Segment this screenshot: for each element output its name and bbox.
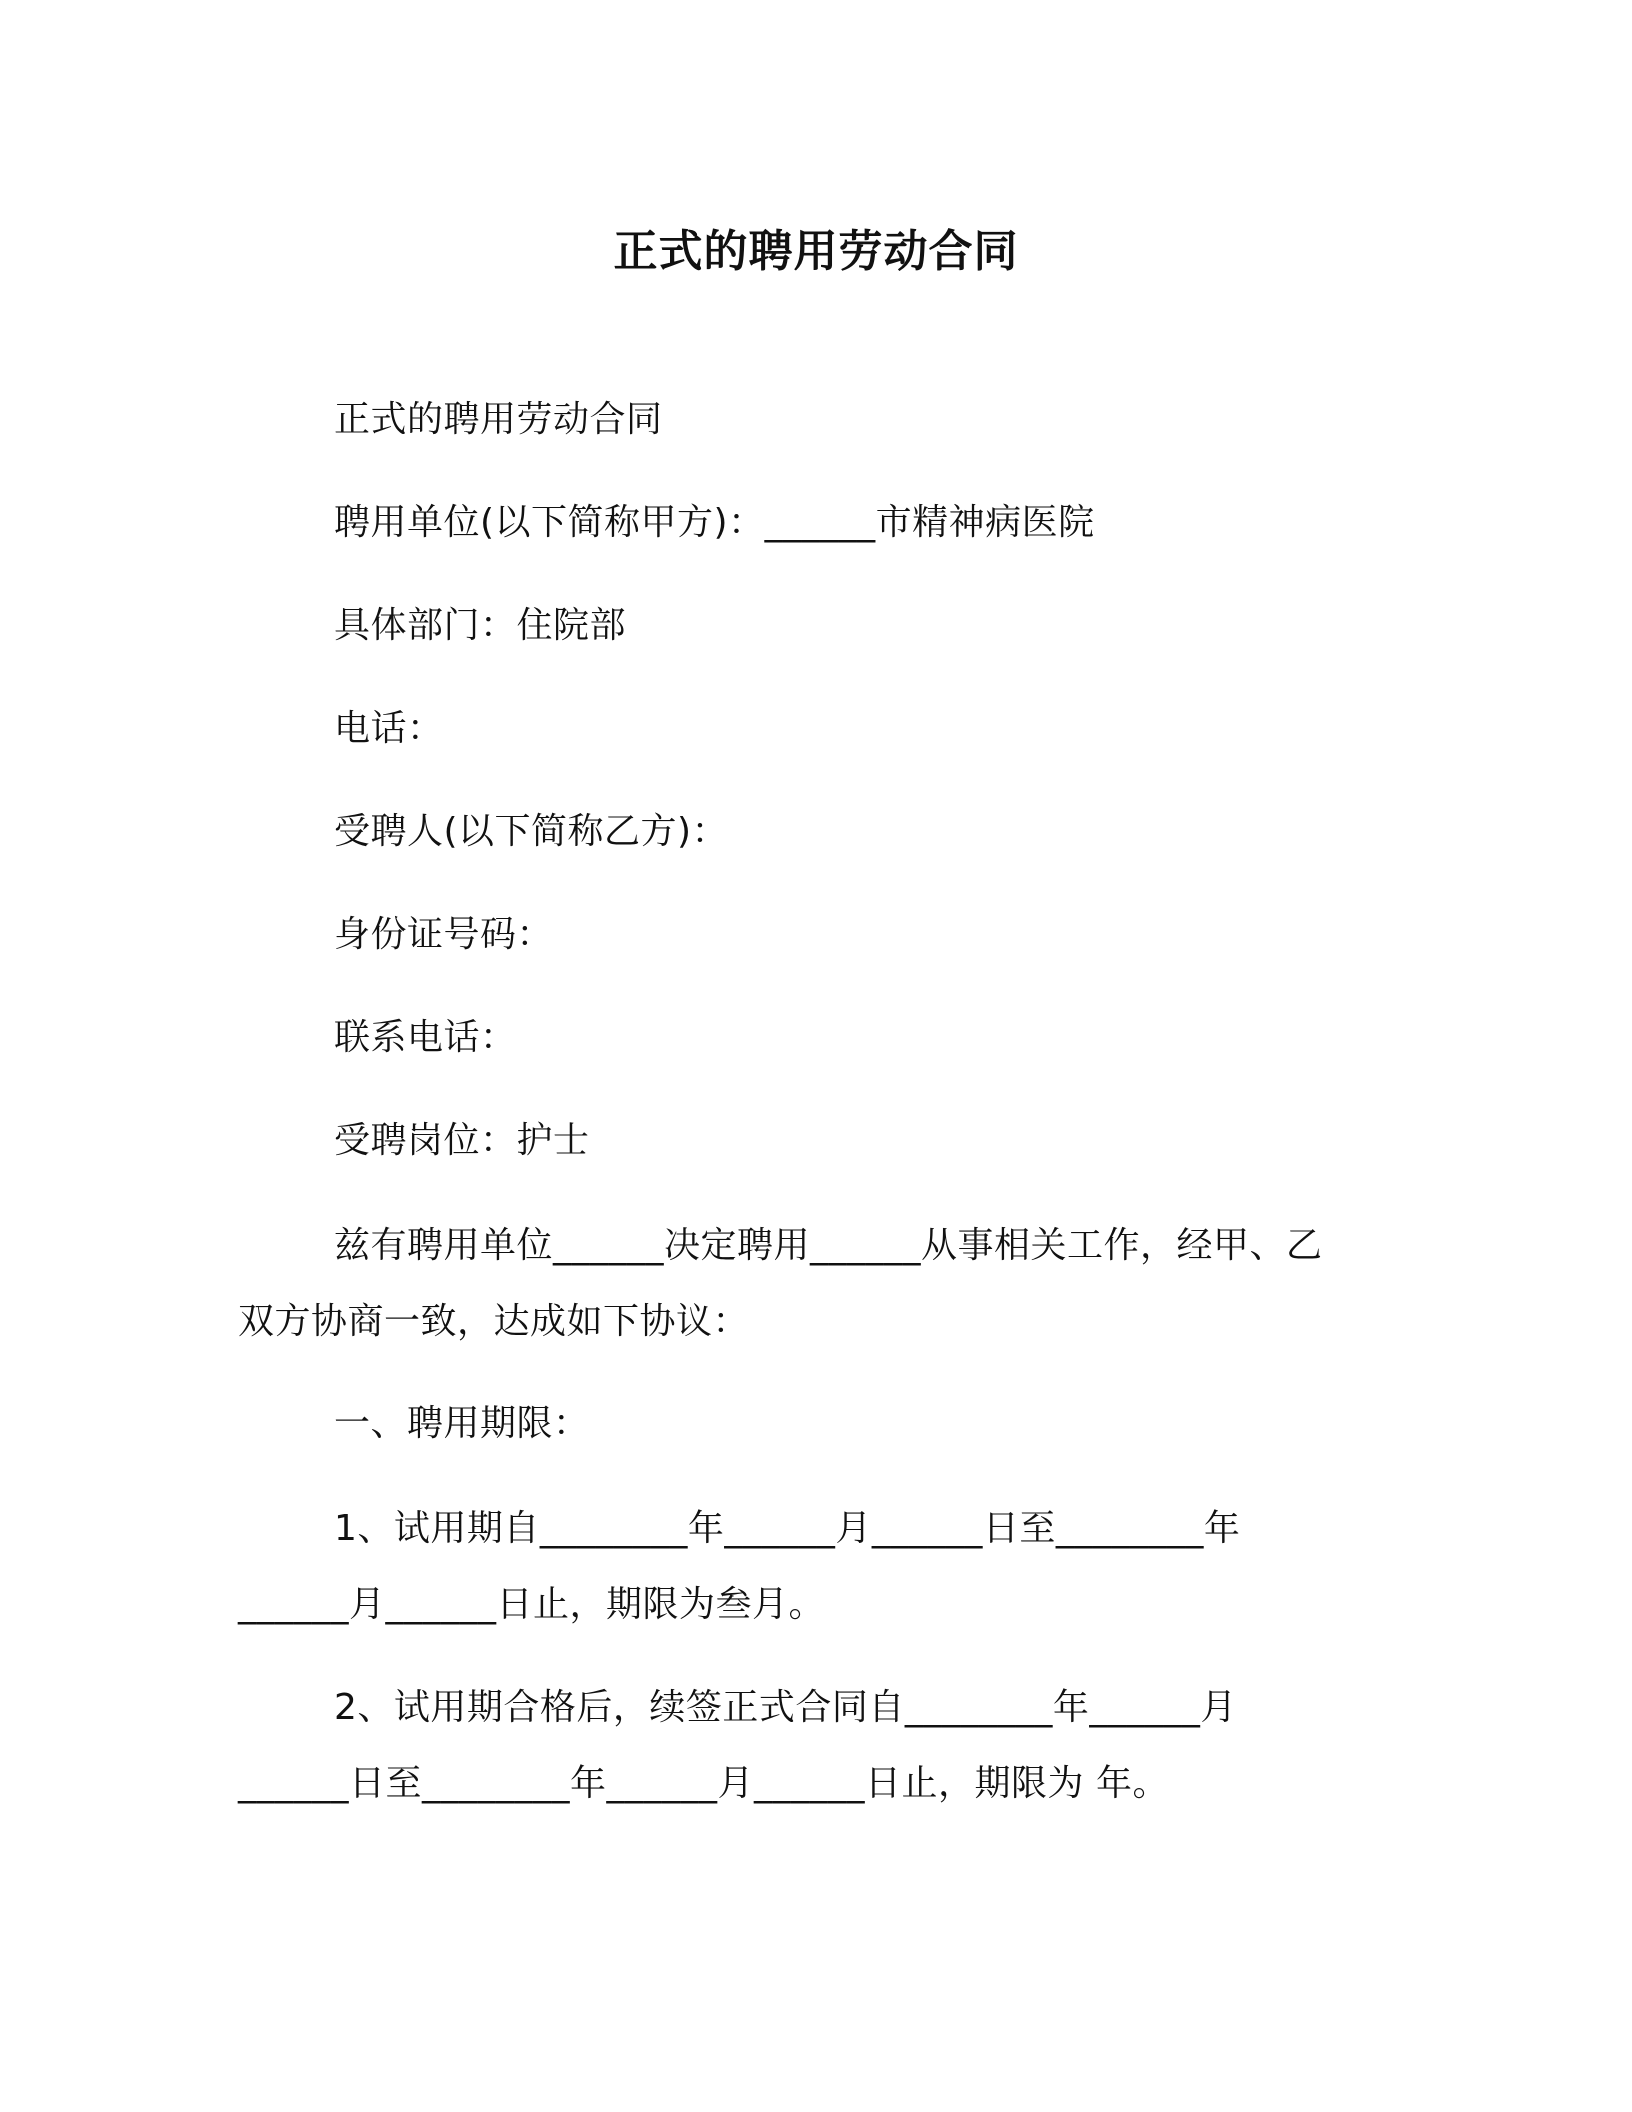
employee-line: 受聘人(以下简称乙方)： <box>334 811 729 852</box>
document-title: 正式的聘用劳动合同 <box>613 226 1019 277</box>
probation-clause-line: 1、试用期自________年______月______日至________年 <box>334 1508 1241 1549</box>
employer-line: 聘用单位(以下简称甲方)：______市精神病医院 <box>334 502 1095 543</box>
contact-phone-line: 联系电话： <box>334 1017 517 1058</box>
agreement-intro-line: 兹有聘用单位______决定聘用______从事相关工作，经甲、乙 <box>334 1225 1323 1266</box>
position-line: 受聘岗位：护士 <box>334 1120 590 1161</box>
formal-contract-clause-line-cont: ______日至________年______月______日止，期限为 年。 <box>238 1763 1169 1804</box>
subtitle-line: 正式的聘用劳动合同 <box>334 399 663 440</box>
id-number-line: 身份证号码： <box>334 914 554 955</box>
probation-clause-line-cont: ______月______日止，期限为叁月。 <box>238 1584 826 1625</box>
agreement-intro-line-cont: 双方协商一致，达成如下协议： <box>238 1301 750 1342</box>
section-heading: 一、聘用期限： <box>334 1403 590 1444</box>
formal-contract-clause-line: 2、试用期合格后，续签正式合同自________年______月 <box>334 1687 1237 1728</box>
phone-line: 电话： <box>334 708 444 749</box>
department-line: 具体部门：住院部 <box>334 605 627 646</box>
